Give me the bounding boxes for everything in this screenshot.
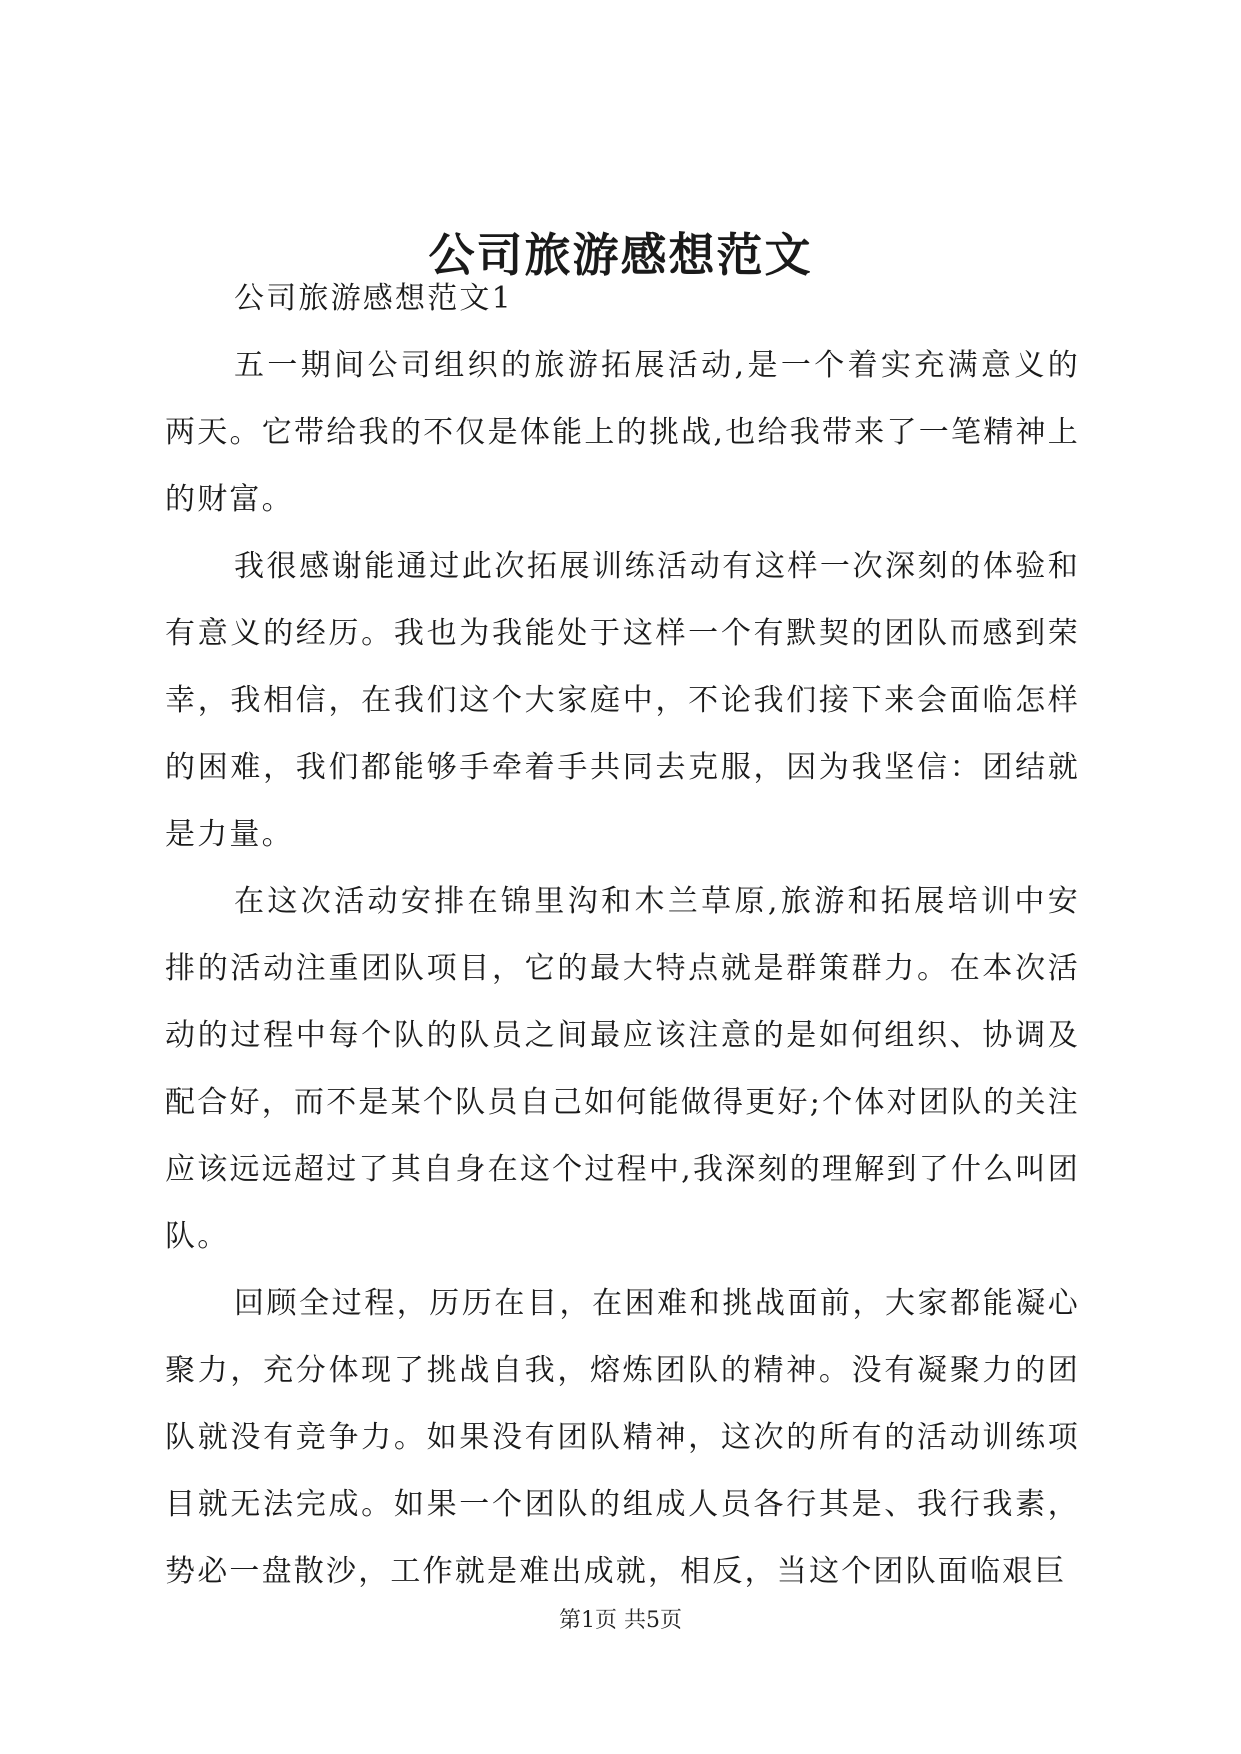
paragraph: 回顾全过程，历历在目，在困难和挑战面前，大家都能凝心聚力，充分体现了挑战自我，熔炼团队的精神。没有凝聚力的团队就没有竞争力。如果没有团队精神，这次的所有的活动训练项目就无法完成。如果一个团队的组成人员各行其是、我行我素，势必一盘散沙，工作就是难出成就，相反，当这个团队面临艰巨 xyxy=(165,1286,1080,1589)
document-title: 公司旅游感想范文 xyxy=(428,228,813,282)
paragraph: 五一期间公司组织的旅游拓展活动,是一个着实充满意义的两天。它带给我的不仅是体能上的挑战,也给我带来了一笔精神上的财富。 xyxy=(165,348,1080,517)
paragraph: 在这次活动安排在锦里沟和木兰草原,旅游和拓展培训中安排的活动注重团队项目，它的最大特点就是群策群力。在本次活动的过程中每个队的队员之间最应该注意的是如何组织、协调及配合好，而不是某个队员自己如何能做得更好;个体对团队的关注应该远远超过了其自身在这个过程中,我深刻的理解到了什么叫团队。 xyxy=(165,884,1080,1254)
paragraph-subtitle: 公司旅游感想范文1 xyxy=(234,281,513,316)
page-number-footer: 第1页 共5页 xyxy=(559,1608,682,1633)
paragraph: 我很感谢能通过此次拓展训练活动有这样一次深刻的体验和有意义的经历。我也为我能处于这样一个有默契的团队而感到荣幸，我相信，在我们这个大家庭中，不论我们接下来会面临怎样的困难，我们都能够手牵着手共同去克服，因为我坚信：团结就是力量。 xyxy=(165,549,1080,852)
document-body xyxy=(165,265,1080,1605)
